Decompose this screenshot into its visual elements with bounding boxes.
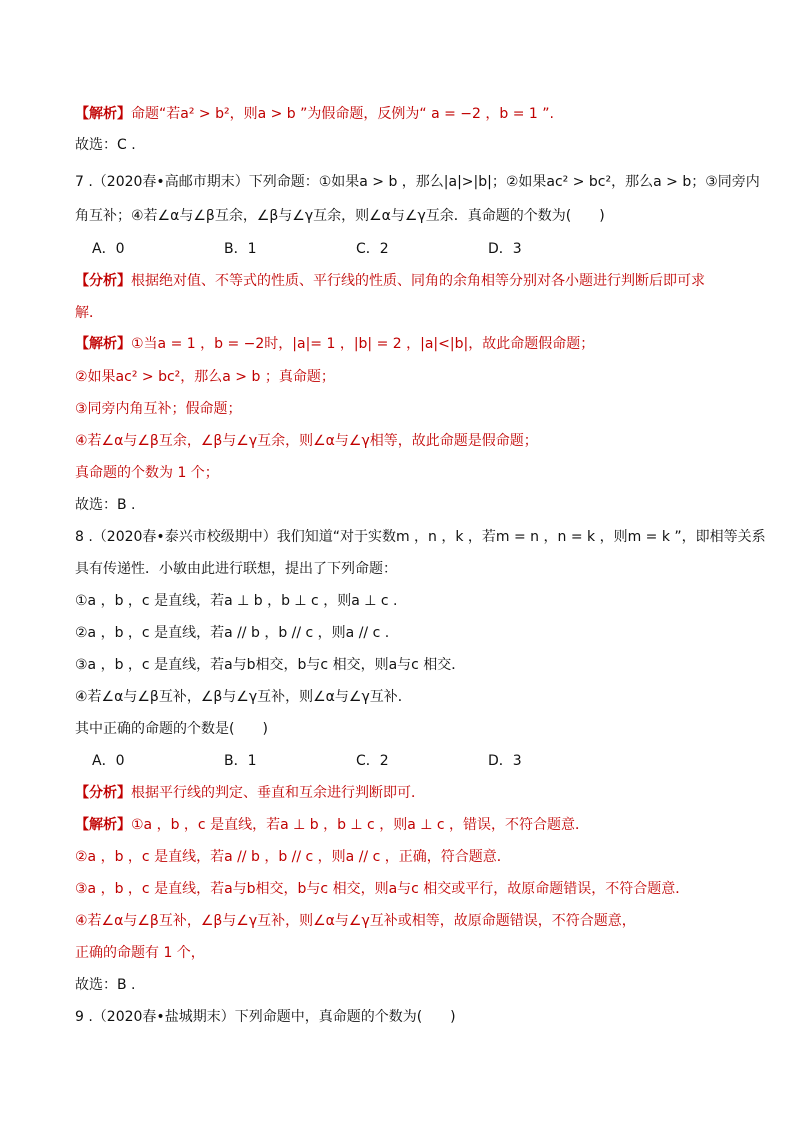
q8-solution-line-1 (75, 815, 734, 835)
answer-text: 故选：B . (75, 977, 136, 993)
analysis-tag: 【解析】 (75, 106, 131, 122)
q7-answer (75, 495, 734, 515)
q8-proposition-1 (75, 591, 734, 611)
q8-stem-line-2 (75, 559, 734, 579)
option-c: C．2 (356, 241, 389, 257)
analysis-text: 命题“若a² > b²，则a > b ”为假命题，反例为“ a = −2 ，b = 1 ”. (131, 106, 554, 122)
q8-solution-line-2 (75, 847, 734, 867)
solution-text: ①当a = 1 ，b = −2时，|a|= 1 ，|b| = 2 ，|a|<|b|，故此命题假命题； (131, 336, 595, 352)
question-text: 其中正确的命题的个数是( ) (75, 721, 268, 737)
analysis-text: 根据绝对值、不等式的性质、平行线的性质、同角的余角相等分别对各小题进行判断后即可求 (131, 273, 705, 289)
option-b: B．1 (224, 753, 257, 769)
q8-solution-line-3 (75, 879, 734, 899)
analysis-text: 根据平行线的判定、垂直和互余进行判断即可． (131, 785, 425, 801)
q7-solution-line-4 (75, 431, 734, 451)
solution-text: ①a ，b ，c 是直线，若a ⊥ b ，b ⊥ c ，则a ⊥ c ，错误，不符合题意． (131, 817, 590, 833)
analysis-tag: 【分析】 (75, 785, 131, 801)
analysis-tag: 【分析】 (75, 273, 131, 289)
option-a: A．0 (92, 753, 125, 769)
q8-proposition-3 (75, 655, 734, 675)
q9-stem (75, 1007, 734, 1027)
q8-stem-line-1 (75, 527, 766, 547)
option-a: A．0 (92, 241, 125, 257)
proposition-text: ②a ，b ，c 是直线，若a // b ，b // c ，则a // c . (75, 625, 390, 641)
solution-tag: 【解析】 (75, 817, 131, 833)
solution-text: 真命题的个数为 1 个； (75, 465, 219, 481)
solution-text: ②a ，b ，c 是直线，若a // b ，b // c ，则a // c ，正确，符合题意． (75, 849, 511, 865)
question-text: 7 .（2020春•高邮市期末）下列命题：①如果a > b ，那么|a|>|b|；②如果ac² > bc²，那么a > b；③同旁内 (75, 174, 760, 190)
q8-proposition-2 (75, 623, 734, 643)
answer-text: 故选：B . (75, 497, 136, 513)
q7-solution-line-5 (75, 463, 734, 483)
q8-proposition-4 (75, 687, 734, 707)
q7-solution-line-1 (75, 334, 734, 354)
solution-tag: 【解析】 (75, 336, 131, 352)
option-c: C．2 (356, 753, 389, 769)
option-d: D．3 (488, 241, 522, 257)
answer-text: 故选：C . (75, 137, 136, 153)
q8-question (75, 719, 734, 739)
q6-answer (75, 135, 734, 155)
q7-options (92, 239, 620, 259)
solution-text: ④若∠α与∠β互余，∠β与∠γ互余，则∠α与∠γ相等，故此命题是假命题； (75, 433, 538, 449)
solution-text: ④若∠α与∠β互补，∠β与∠γ互补，则∠α与∠γ互补或相等，故原命题错误，不符合题意， (75, 913, 636, 929)
question-text: 角互补；④若∠α与∠β互余，∠β与∠γ互余，则∠α与∠γ互余．真命题的个数为( ) (75, 208, 605, 224)
solution-text: 正确的命题有 1 个， (75, 945, 205, 961)
q7-analysis-line-2 (75, 303, 734, 323)
q7-solution-line-2 (75, 367, 734, 387)
q7-stem-line-2 (75, 206, 734, 226)
q8-options (92, 751, 620, 771)
question-text: 8 .（2020春•泰兴市校级期中）我们知道“对于实数m ，n ，k ，若m = n ，n = k ，则m = k ”，即相等关系 (75, 529, 766, 545)
q7-solution-line-3 (75, 399, 734, 419)
analysis-text: 解． (75, 305, 103, 321)
q7-stem-line-1 (75, 172, 760, 192)
option-d: D．3 (488, 753, 522, 769)
proposition-text: ①a ，b ，c 是直线，若a ⊥ b ，b ⊥ c ，则a ⊥ c . (75, 593, 398, 609)
q8-answer (75, 975, 734, 995)
question-text: 9 .（2020春•盐城期末）下列命题中，真命题的个数为( ) (75, 1009, 456, 1025)
proposition-text: ④若∠α与∠β互补，∠β与∠γ互补，则∠α与∠γ互补． (75, 689, 412, 705)
proposition-text: ③a ，b ，c 是直线，若a与b相交，b与c 相交，则a与c 相交． (75, 657, 466, 673)
q8-solution-line-4 (75, 911, 734, 931)
q8-solution-line-5 (75, 943, 734, 963)
q8-analysis (75, 783, 734, 803)
option-b: B．1 (224, 241, 257, 257)
solution-text: ②如果ac² > bc²，那么a > b ；真命题； (75, 369, 335, 385)
question-text: 具有传递性．小敏由此进行联想，提出了下列命题： (75, 561, 397, 577)
solution-text: ③a ，b ，c 是直线，若a与b相交，b与c 相交，则a与c 相交或平行，故原命题错误，不符合题意． (75, 881, 690, 897)
q7-analysis-line-1 (75, 271, 734, 291)
solution-text: ③同旁内角互补；假命题； (75, 401, 242, 417)
q6-analysis-line (75, 104, 734, 124)
